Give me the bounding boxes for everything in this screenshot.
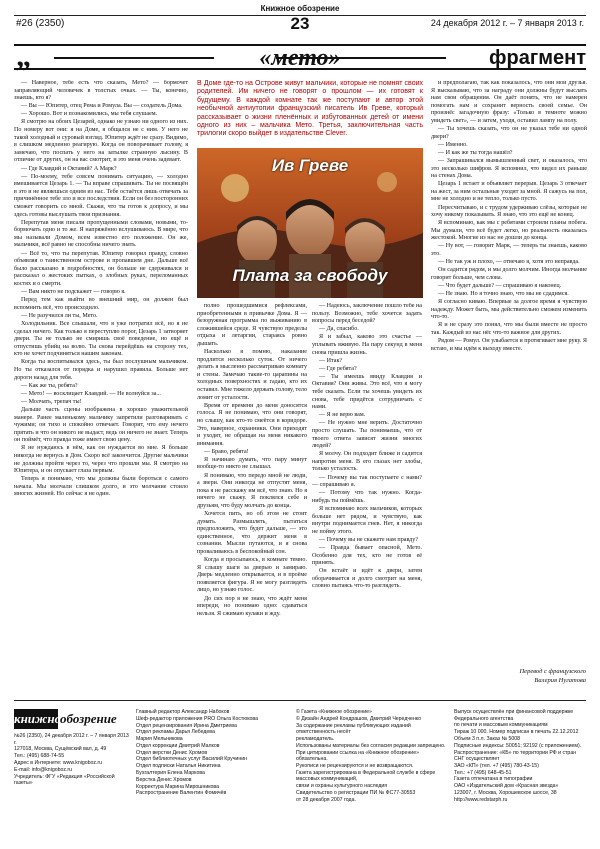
masthead-line: №26 (2350), 24 декабря 2012 г. – 7 января 2013 г. [14, 733, 129, 746]
masthead-line: по печати и массовым коммуникациям [454, 722, 548, 729]
masthead-line: рекламодатель. [296, 735, 335, 742]
masthead-line: Рукописи не рецензируются и не возвращаются. [296, 762, 414, 769]
masthead-line: Отдел коррекции Дмитрий Малков [136, 742, 220, 749]
article-paragraph: — Потому что так нужно. Когда-нибудь ты поймёшь. [312, 490, 422, 504]
masthead-line: http://www.redstarph.ru [454, 796, 508, 803]
masthead-line: Распространение: «КБ» по территории РФ и стран СНГ осуществляет [454, 749, 577, 763]
masthead-line: Адрес в Интернете: www.knigoboz.ru [14, 759, 103, 766]
article-column-1 [14, 80, 188, 696]
article-paragraph: Цезарь 1 встает и объявляет перерыв. Цезарь 3 отвечает на жест, за ним остальные уходят за мной. Я сажусь на пол, мне не холодно и не тепло, только пусто. [431, 181, 587, 203]
article-paragraph: — Всё то, что ты перепутав. Юпитер говорил правду, словно объявляя о таинственном острове и пропавшем дне. Дальше всё было рассказано в подробностях, он больше не сдерживался и рассказал о жестоких пытках, о злобных руках, переломанных костях и о смерти. [14, 250, 188, 287]
masthead-line: Учредитель: ФГУ «Редакция «Российской газеты» [14, 773, 115, 787]
article-paragraph: — По-моему, тебе совсем понимать ситуацию, — холодно вмешивается Цезарь 1. — Ты вправе спрашивать. Ты не посвящён в это и не являешься одним из нас. Тебе остаётся лишь отвечать за причинённое тебе зло и все последствия. Если он без посторонних сможет говорить со мной. Скажи, что ты готов к допросу, и мы здесь готовы выслушать твои признания. [14, 173, 188, 218]
masthead-staff [136, 709, 286, 841]
masthead-line: За содержание рекламы публикующих изданий ответственность несёт [296, 722, 411, 736]
article-paragraph: — Где Клавдий и Октавий? А Марк? [21, 165, 117, 172]
article-paragraph: Я смотрю на обоих Цезарей, однако не узнаю ни одного из них. По номеру вот они: я на Доме, я общался не с ним. У него не такой холодный и суровый взгляд. Юпитер ждёт не сразу. Видимо, в слишком медленно реагирую. Когда он поворачивает голову, я замечаю, что поспать у него на затылке странную лысину. В отличие от других, он на вас смотрит, и это меня очень задевает. [14, 119, 188, 164]
masthead-line: связи и охраны культурного наследия [296, 783, 388, 790]
masthead-line: Использованы материалы без согласия редакции запрещено. [296, 742, 446, 749]
masthead-line: Отдел верстки Денис Хромов [136, 749, 208, 756]
article-paragraph: — Наверное, тебе есть что сказать, Мето? — бормочет заправляющий человечек в толстых очках. — Ты, конечно, знаешь, кто я? [14, 80, 188, 102]
article-paragraph: — Как же ты, ребята? [21, 382, 78, 389]
masthead-line: Тел.: (495) 688-74-55 [14, 753, 65, 760]
masthead-line: © Газета «Книжное обозрение» [296, 709, 372, 715]
masthead-line: от 28 декабря 2007 года. [296, 796, 356, 803]
masthead-line: Отдел рекламы Дарья Лебедева [136, 729, 215, 736]
masthead-line: При цитировании ссылка на «Книжное обозрение» обязательна. [296, 749, 419, 763]
article-paragraph: — Хорошо. Вот и познакомились, мы тебя слушаем. [21, 111, 158, 118]
article-paragraph: Я не нуждаюсь в нём, как он нуждается во мне. Я больше никогда не вернусь в Дом. Скоро всё закончится. Другие мальчики не должны пройти через то, через что прошли мы. Я смотрю на Юпитера, и он опускает глаза первым. [14, 445, 188, 475]
masthead-line: Свидетельство о регистрации ПИ № ФС77-30553 [296, 789, 416, 796]
article-paragraph: — Не разучился ли ты, Мето. [21, 312, 98, 319]
page-header [0, 0, 600, 78]
article-paragraph: До сих пор я не знаю, что ждёт меня впереди, но понимаю одно: сдаваться нельзя. Я сжимаю кулаки и жду. [197, 595, 307, 617]
logo-text: обозрение [60, 711, 117, 726]
page-number: 23 [290, 14, 310, 33]
rubric-title: «мето» [259, 45, 341, 71]
masthead-line: Отдел библиотечных услуг Василий Кручинин [136, 756, 247, 763]
article-paragraph: Он садится рядом, и мы долго молчим. Иногда молчание говорит больше, чем слова. [431, 267, 587, 281]
masthead-legal [296, 709, 446, 841]
article-paragraph: Я вспоминаю, как мы с ребятами строили планы побега. Мы думали, что всё будет легко, но реальность оказалась жестокой. Многие из нас не дошли до конца. [431, 220, 587, 242]
article-paragraph: — Не знаю. Но я точно знаю, что мы не сдадимся. [438, 291, 569, 298]
cover-author: Ив Греве [271, 156, 349, 175]
masthead-line: Главный редактор Александр Набоков [136, 709, 230, 715]
masthead-line: Выпуск осуществлён при финансовой поддержке Федерального агентства [454, 709, 574, 722]
masthead-line: Мария Мельникова [136, 736, 183, 743]
masthead-line: Распространение Валентин Фомичёв [136, 790, 227, 797]
article-paragraph: Я начинаю думать, что пару минут вообще-то никто не слышал. [197, 456, 307, 471]
article-paragraph: — Почему вы не скажете нам правду? [319, 536, 419, 543]
masthead-line: Объем 3 п.л. Заказ № 5008 [454, 735, 521, 742]
article-paragraph: Перепутав меня писали пропущенными словами, новыми, то-бормочать одно и то же. Я напряжённо вслушиваюсь. В мире, что мы называли Домом, всем известно его положение. Он же, мальчики, всё равно не способны ничего знать. [14, 219, 188, 249]
masthead-contacts [14, 733, 132, 841]
article-paragraph: — Вам никто не подскажет — говорю я. [21, 289, 126, 296]
article-paragraph: Когда я просыпаюсь, в комнате темно. Я слышу шаги за дверью и замираю. Дверь медленно открывается, и в проёме появляется фигура. Я не могу разглядеть лицо, но узнаю голос. [197, 557, 307, 594]
paper-name: Книжное обозрение [260, 4, 340, 13]
article-paragraph: — Вы — Юпитер, отец Рема и Ромула. Вы — создатель Дома. [21, 103, 183, 110]
article-paragraph: полно прошедшимися рефлексами, приобретенными в привычке Дома. Я — безоружная программа по выживанию в сложившейся среде. Я чувствую пределы отдыха и летаргии, стараясь ровно дышать. [197, 303, 307, 347]
masthead-line: Газета зарегистрирована в Федеральной службе в сфере массовых коммуникаций, [296, 769, 436, 783]
masthead-line: Бухгалтерия Елена Маркова [136, 770, 205, 777]
article-paragraph: — Мето! — восклицает Клавдий. — Не волнуйся за... [21, 390, 161, 397]
translator-credit [430, 668, 586, 685]
article-column-2 [197, 303, 307, 696]
article-paragraph: — Ты имеешь ввиду Клавдия и Октавия? Они живы. Это всё, что я могу тебе сказать. Если ты хочешь увидеть их снова, тебе придётся сотрудничать с нами. [312, 373, 422, 411]
section-tag: фрагмент [489, 47, 586, 69]
article-paragraph: — Именно. [438, 141, 468, 148]
article-paragraph: Перед тем как выйти во внешний мир, он должен был вспомнить всё, что происходило. [14, 297, 188, 311]
article-paragraph: — Я не верю вам. [319, 412, 366, 419]
article-paragraph: — Ты хочешь сказать, что он не указал тебе ни одной двери? [431, 126, 587, 140]
issue-number: #26 (2350) [16, 18, 65, 29]
article-paragraph: — Почему вы так поступаете с нами? — спрашиваю я. [312, 474, 422, 489]
article-paragraph: Хочется пить, но об этом не стоит думать. Размышлять, пытаться предположить, что будет дальше, — это единственное, что держит меня в сознании. Мысли путаются, и я снова проваливаюсь в беспокойный сон. [197, 511, 307, 555]
masthead-line: Подписные индексы: 50051; 92192 (с приложением). [454, 742, 582, 749]
article-paragraph: — Браво, ребята! [204, 448, 249, 455]
article-paragraph: — Не так уж и плохо, — отвечаю я, хотя это неправда. [438, 259, 580, 266]
article-paragraph: — Что будет дальше? — спрашиваю я наконец. [438, 282, 562, 289]
masthead-line: © Дизайн Андрей Кондрашов, Дмитрий Чередченко [296, 715, 422, 722]
article-paragraph: и предполагаю, так как показалось, что они мои друзья. Я высказываю, что за награду они должны будут выслать нам свои обращения. Он даёт понять, что не намерен помогать нам и сохранит верность своей семье. Он произнёс загадочную фразу: «Только в темноте можно увидеть свет», — и затем, уходя, оставил лампу на полу. [431, 80, 587, 124]
masthead-line: Шеф-редактор приложения PRO Ольга Костюкова [136, 715, 258, 722]
masthead-line: Верстка Денис Хромов [136, 776, 192, 783]
paper-logo [14, 709, 124, 729]
masthead-line: E-mail: info@knigoboz.ru [14, 766, 73, 773]
article-paragraph: — Не нужно мне верить. Достаточно просто слушать. Ты понимаешь, что от твоего ответа зависят жизни многих людей? [312, 420, 422, 450]
article-column-3 [312, 303, 422, 696]
article-paragraph: — Итак? [319, 357, 343, 364]
article-paragraph: — Правда бывает опасной, Мето. Особенно для тех, кто не готов её принять. [312, 544, 422, 567]
article-paragraph: Время от времени до меня доносятся голоса. Я не понимаю, что они говорят, но слышу, как кто-то смеётся в коридоре. Это, наверное, охранники. Они приходят и уходят, не обращая на меня никакого внимания. [197, 402, 307, 447]
article-paragraph: Дальше часть сцены изображена в хорошо уважительной манере. Ранее маленькому мальчику запретили разговаривать с чужими; он тихо и спокойно отвечает. Говорит, что ему нечего прятать и что он никого не выдаст, ведь он ничего не знает. Теперь он поймёт, что правда тоже имеет свою цену. [14, 406, 188, 444]
masthead-footer [14, 700, 586, 840]
article-paragraph: — Надеюсь, заключение пошло тебе на пользу. Возможно, тебе хочется задать вопросы перед беседой? [312, 303, 422, 325]
article-paragraph: Я понимаю, что передо мной не люди, а звери. Они никогда не отпустят меня, пока я не расскажу им всё, что знаю. Но я ничего не скажу. Я поклялся себе и друзьям, что буду молчать до конца. [197, 472, 307, 509]
masthead-line: Тел.: +7 (495) 648-45-51 [454, 769, 512, 776]
article-paragraph: Насколько я помню, наказание продлится несколько суток. От ничего делать я мысленно рассматриваю комнату и стены. Замечаю такие-то царапины на холодных поверхностях и гадаю, кто их оставил. Мне тяжело держать голову, тело ломит от усталости. [197, 349, 307, 401]
masthead-line: Отдел подписки Наталья Никитина [136, 763, 221, 770]
masthead-line: Газета отпечатана в типографии [454, 776, 533, 783]
masthead-print-info [454, 709, 586, 841]
masthead-line: Корректура Марина Мирошникова [136, 783, 220, 790]
article-paragraph: Теперь я понимаю, что мы должны были бороться с самого начала. Мы молчали слишком долго, и это молчание стоило многих жизней. Но сейчас я не один. [14, 476, 188, 498]
masthead-line: 127018, Москва, Сущёвский вал, д. 49 [14, 746, 107, 753]
article-paragraph: Я вспоминаю всех мальчиков, которых больше нет рядом, и чувствую, как внутри поднимается гнев. Нет, я никогда не пойму этого. [312, 505, 422, 535]
translator-label: Перевод с французского [519, 668, 586, 675]
article-paragraph: — Молчать, трепач ты! [21, 398, 82, 405]
article-column-4 [431, 80, 587, 696]
translator-name: Валерия Нугатова [534, 676, 586, 684]
masthead-line: 123007, г. Москва, Хорошевское шоссе, 38 [454, 790, 557, 796]
issue-date: 24 декабря 2012 г. – 7 января 2013 г. [430, 18, 584, 28]
masthead-line: Тираж 10 000. Номер подписан в печать 22.12.2012 [454, 729, 579, 736]
article-paragraph: Холодильник. Все слышали, что я уже потратил всё, но я не сделал ничего. Как только я переступлю порог, Цезарь 1 затворяет двери. Ты не только не смиришь своё поведение, но ещё и отпустишь убийц на волю. Ты снова перейдёшь на сторону тех, кто не хочет подчиняться нашим законам. [14, 320, 188, 358]
article-paragraph: — Запрашивался вымышленный свет, и оказалось, что это несколько шифров. Я вспомнил, что видел их раньше на стенах Дома. [431, 157, 587, 180]
article-paragraph: Я и не сразу это понял, что мы были вместе не просто так. Каждый из нас нёс что-то важное для других. [431, 322, 587, 336]
masthead-line: ЗАО «КП» (тел. +7 (495) 780-43-15) [454, 762, 539, 769]
masthead-line: ОАО «Издательский дом «Красная звезда» [454, 783, 559, 790]
logo-box: книжное [14, 709, 58, 729]
article-paragraph: Когда ты воспитывался здесь, ты был послушным мальчиком. Но ты отказался от порядка и нарушил правила. Больше нет дороги назад для тебя. [14, 359, 188, 381]
article-paragraph: — Где ребята? [319, 365, 357, 372]
article-paragraph: Он встаёт и идёт к двери, затем оборачивается и долго смотрит на меня, словно пытаясь что-то разглядеть. [312, 568, 422, 590]
cover-title: Плата за свободу [232, 266, 388, 285]
article-paragraph: Я молчу. Он подходит ближе и садится напротив меня. В его глазах нет злобы, только усталость. [312, 451, 422, 473]
article-lead: В Доме где-то на Острове живут мальчики, которые не помнят своих родителей. Им ничего не говорят о прошлом — их готовят к будущему. В каждой комнате так же поступают и автор этой необычной антиутопии французский писатель Ив Греве, который рассказывает о жизни пленённых и избутованных детей от имени одного из них – мальчика Мето. Третья, заключительная часть трилогии скоро выйдет в издательстве Clever. [197, 80, 423, 138]
article-paragraph: — И как же ты тогда нашёл? [438, 149, 513, 156]
article-paragraph: Я и забыл, каково это счастье — уплывать вживую. На пару секунд в меня снова пришла жизнь. [312, 334, 422, 356]
article-paragraph: — Ну вот, — говорит Марк, — теперь ты знаешь, каково это. [431, 243, 587, 258]
article-paragraph: — Да, спасибо. [319, 326, 359, 333]
cover-illustration [197, 148, 423, 298]
article-paragraph: Пересчитываю, и с трудом удерживаю слёзы, которые не хочу никому показывать. Я знаю, что это ещё не конец. [431, 204, 587, 219]
article-paragraph: Рядом — Ромул. Он улыбается и протягивает мне руку. Я встаю, и мы идём к выходу вместе. [431, 338, 587, 352]
article-paragraph: Я согласно киваю. Впервые за долгое время я чувствую надежду. Может быть, мы действительно сможем изменить что-то. [431, 299, 587, 321]
rubric-bar [14, 40, 586, 73]
masthead-line: Отдел рецензирования Ирина Дмитриева [136, 722, 237, 729]
quote-mark-icon: „ [16, 40, 31, 73]
